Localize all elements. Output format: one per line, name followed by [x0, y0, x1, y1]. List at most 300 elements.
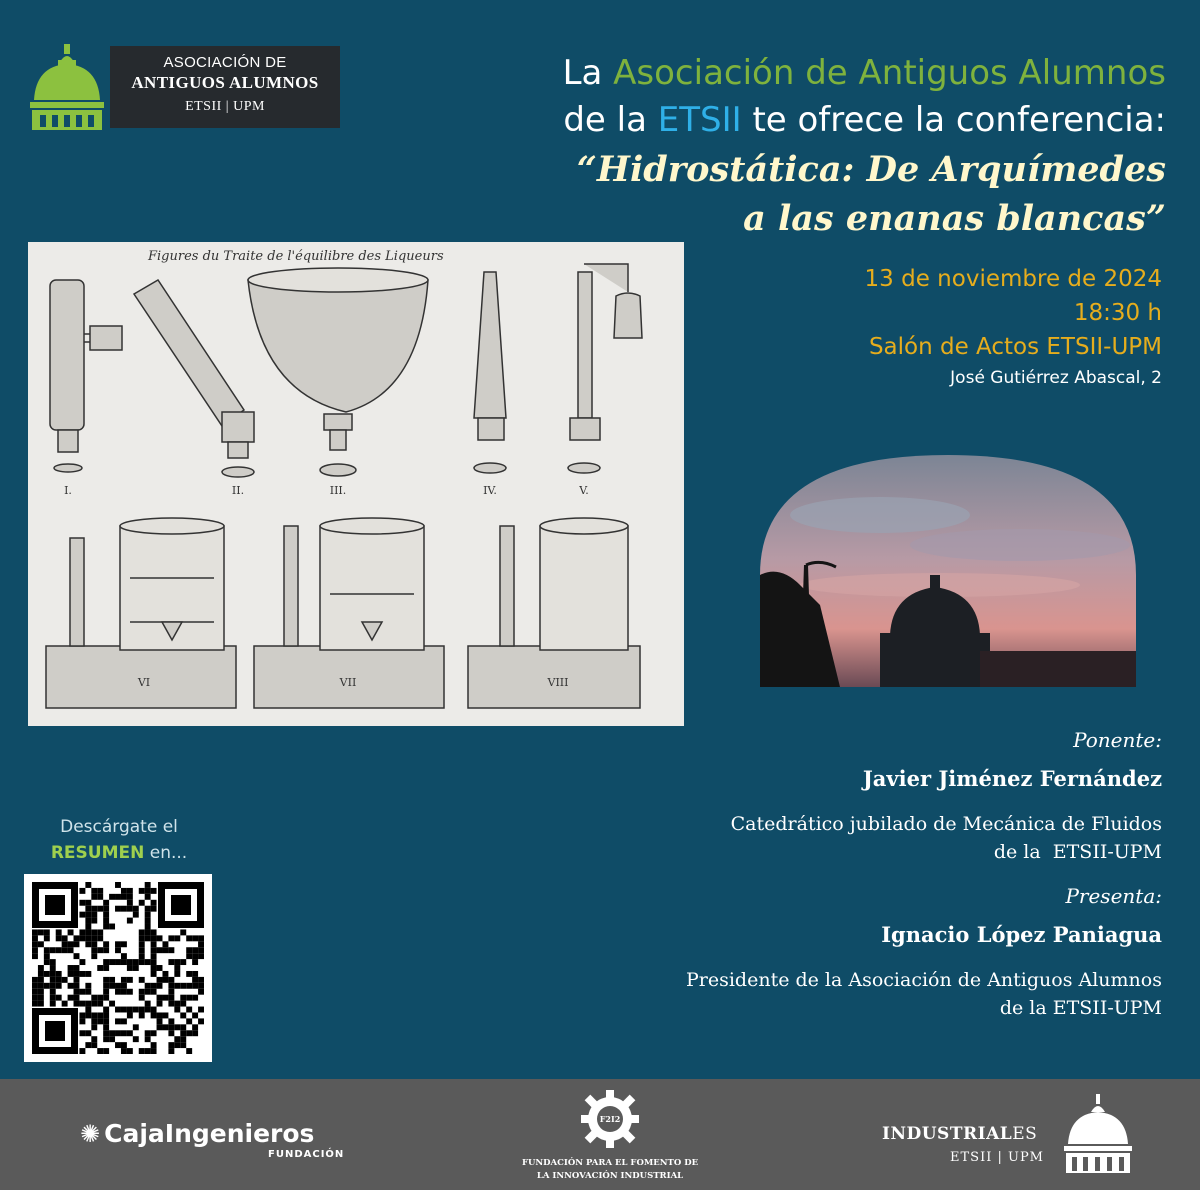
- qr-module: [151, 929, 157, 935]
- qr-module: [85, 983, 91, 989]
- qr-module: [44, 959, 50, 965]
- qr-module: [91, 1036, 97, 1042]
- qr-module: [103, 995, 109, 1001]
- qr-module: [180, 1012, 186, 1018]
- qr-module: [145, 929, 151, 935]
- qr-module: [91, 1024, 97, 1030]
- qr-module: [109, 977, 115, 983]
- qr-module: [85, 882, 91, 888]
- download-line-1: Descárgate el: [60, 817, 178, 837]
- qr-module: [91, 1018, 97, 1024]
- qr-module: [151, 1030, 157, 1036]
- logo-line-1: ASOCIACIÓN DE: [163, 54, 287, 71]
- qr-module: [109, 1001, 115, 1007]
- qr-module: [79, 935, 85, 941]
- qr-module: [157, 995, 163, 1001]
- qr-module: [145, 888, 151, 894]
- qr-module: [103, 1030, 109, 1036]
- qr-module: [115, 941, 121, 947]
- qr-module: [186, 953, 192, 959]
- presenter-description: [522, 966, 1162, 1022]
- qr-module: [168, 989, 174, 995]
- qr-module: [32, 989, 38, 995]
- numeral-i: I.: [64, 484, 72, 497]
- qr-module: [85, 1012, 91, 1018]
- qr-module: [97, 1048, 103, 1054]
- qr-module: [44, 953, 50, 959]
- qr-module: [145, 1030, 151, 1036]
- qr-module: [121, 959, 127, 965]
- qr-module: [103, 906, 109, 912]
- qr-module: [157, 1018, 163, 1024]
- qr-module: [91, 929, 97, 935]
- qr-module: [186, 995, 192, 1001]
- qr-module: [157, 965, 163, 971]
- headline-text: de la: [563, 100, 658, 140]
- qr-module: [32, 995, 38, 1001]
- qr-module: [145, 918, 151, 924]
- qr-module: [127, 894, 133, 900]
- qr-module: [50, 971, 56, 977]
- qr-module: [145, 1048, 151, 1054]
- qr-module: [157, 1012, 163, 1018]
- qr-module: [50, 989, 56, 995]
- qr-module: [192, 1030, 198, 1036]
- qr-module: [103, 912, 109, 918]
- download-line-2: [24, 840, 214, 866]
- qr-module: [151, 1048, 157, 1054]
- qr-module: [91, 935, 97, 941]
- qr-module: [168, 1001, 174, 1007]
- qr-module: [127, 1048, 133, 1054]
- presenter-desc-line-1: Presidente de la Asociación de Antiguos Alumnos: [685, 969, 1162, 991]
- qr-module: [180, 995, 186, 1001]
- qr-module: [115, 894, 121, 900]
- qr-module: [151, 935, 157, 941]
- qr-module: [74, 977, 80, 983]
- qr-module: [85, 900, 91, 906]
- qr-module: [97, 929, 103, 935]
- qr-module: [50, 977, 56, 983]
- qr-module: [127, 965, 133, 971]
- speaker-desc-line-1: Catedrático jubilado de Mecánica de Fluidos: [730, 813, 1162, 835]
- qr-module: [109, 1030, 115, 1036]
- qr-module: [180, 983, 186, 989]
- qr-module: [192, 953, 198, 959]
- qr-module: [168, 977, 174, 983]
- qr-module: [91, 894, 97, 900]
- qr-module: [85, 971, 91, 977]
- qr-module: [38, 929, 44, 935]
- qr-module: [91, 941, 97, 947]
- qr-module: [91, 906, 97, 912]
- sparkle-icon: ✺: [80, 1120, 101, 1148]
- event-address: José Gutiérrez Abascal, 2: [950, 368, 1162, 388]
- qr-module: [56, 977, 62, 983]
- qr-module: [127, 900, 133, 906]
- headline-line-2: [346, 97, 1166, 144]
- qr-module: [151, 941, 157, 947]
- qr-module: [180, 1042, 186, 1048]
- qr-module: [115, 947, 121, 953]
- qr-module: [174, 971, 180, 977]
- qr-module: [85, 906, 91, 912]
- qr-module: [192, 947, 198, 953]
- qr-module: [79, 971, 85, 977]
- qr-module: [127, 959, 133, 965]
- qr-module: [139, 1007, 145, 1013]
- qr-module: [62, 947, 68, 953]
- numeral-ii: II.: [231, 484, 245, 497]
- qr-module: [121, 1007, 127, 1013]
- qr-module: [32, 941, 38, 947]
- qr-module: [85, 929, 91, 935]
- qr-module: [157, 1024, 163, 1030]
- presenter-name: Ignacio López Paniagua: [881, 922, 1162, 947]
- qr-module: [174, 959, 180, 965]
- qr-module: [139, 900, 145, 906]
- qr-module: [139, 929, 145, 935]
- industriales-main: INDUSTRIAL: [882, 1124, 1013, 1144]
- qr-module: [151, 906, 157, 912]
- download-summary-text: [24, 814, 214, 866]
- cajaingenieros-logo: [80, 1120, 344, 1160]
- qr-module: [133, 959, 139, 965]
- qr-module: [44, 929, 50, 935]
- qr-module: [139, 953, 145, 959]
- qr-module: [139, 995, 145, 1001]
- headline-association: Asociación de Antiguos Alumnos: [613, 53, 1166, 93]
- caja-name-text: CajaIngenieros: [104, 1119, 315, 1148]
- qr-module: [62, 977, 68, 983]
- qr-module: [91, 1042, 97, 1048]
- f2i2-logo: [500, 1086, 720, 1186]
- qr-module: [168, 935, 174, 941]
- qr-module: [121, 906, 127, 912]
- qr-module: [192, 971, 198, 977]
- speaker-desc-line-2: de la ETSII-UPM: [993, 841, 1162, 863]
- numeral-vi: VI: [137, 676, 151, 689]
- qr-module: [103, 900, 109, 906]
- qr-module: [97, 906, 103, 912]
- qr-module: [109, 894, 115, 900]
- qr-module: [198, 983, 204, 989]
- qr-module: [198, 947, 204, 953]
- qr-module: [74, 989, 80, 995]
- qr-module: [186, 971, 192, 977]
- f2i2-line-2: LA INNOVACIÓN INDUSTRIAL: [536, 1171, 684, 1181]
- qr-module: [56, 929, 62, 935]
- qr-module: [97, 1001, 103, 1007]
- qr-module: [145, 1036, 151, 1042]
- qr-module: [97, 1012, 103, 1018]
- download-rest: en...: [144, 843, 188, 863]
- qr-module: [91, 953, 97, 959]
- qr-module: [79, 1048, 85, 1054]
- qr-code[interactable]: [24, 874, 212, 1062]
- qr-module: [133, 965, 139, 971]
- qr-module: [91, 912, 97, 918]
- qr-module: [38, 941, 44, 947]
- industriales-title: [882, 1124, 1037, 1144]
- qr-module: [133, 1024, 139, 1030]
- qr-module: [97, 947, 103, 953]
- qr-module: [109, 959, 115, 965]
- industriales-es: ES: [1012, 1124, 1038, 1144]
- qr-module: [198, 953, 204, 959]
- qr-module: [186, 1048, 192, 1054]
- qr-module: [192, 983, 198, 989]
- qr-module: [79, 888, 85, 894]
- qr-module: [186, 1030, 192, 1036]
- qr-module: [151, 965, 157, 971]
- qr-module: [145, 1007, 151, 1013]
- caja-sub: FUNDACIÓN: [268, 1149, 345, 1160]
- qr-module: [91, 995, 97, 1001]
- qr-module: [174, 1001, 180, 1007]
- qr-module: [151, 1012, 157, 1018]
- qr-module: [68, 983, 74, 989]
- caja-name: [80, 1120, 344, 1148]
- qr-module: [103, 959, 109, 965]
- qr-module: [198, 989, 204, 995]
- qr-module: [85, 924, 91, 930]
- qr-module: [56, 947, 62, 953]
- qr-module: [62, 1001, 68, 1007]
- qr-module: [180, 1024, 186, 1030]
- qr-module: [180, 929, 186, 935]
- qr-module: [139, 1012, 145, 1018]
- qr-module: [97, 995, 103, 1001]
- qr-module: [68, 941, 74, 947]
- qr-module: [103, 965, 109, 971]
- qr-module: [56, 935, 62, 941]
- qr-module: [180, 1001, 186, 1007]
- qr-module: [145, 906, 151, 912]
- qr-module: [192, 995, 198, 1001]
- qr-module: [103, 1024, 109, 1030]
- event-date: 13 de noviembre de 2024: [864, 266, 1162, 292]
- qr-module: [85, 1007, 91, 1013]
- qr-module: [168, 995, 174, 1001]
- qr-module: [74, 971, 80, 977]
- logo-line-2: ANTIGUOS ALUMNOS: [131, 73, 319, 92]
- qr-module: [74, 941, 80, 947]
- qr-module: [79, 1012, 85, 1018]
- qr-module: [109, 983, 115, 989]
- qr-module: [85, 989, 91, 995]
- qr-module: [85, 1030, 91, 1036]
- qr-module: [103, 1048, 109, 1054]
- qr-module: [157, 935, 163, 941]
- qr-module: [145, 959, 151, 965]
- qr-module: [168, 1024, 174, 1030]
- qr-module: [151, 947, 157, 953]
- qr-module: [151, 1007, 157, 1013]
- qr-module: [32, 953, 38, 959]
- title-line-1: “Hidrostática: De Arquímedes: [576, 149, 1166, 190]
- qr-module: [157, 983, 163, 989]
- qr-module: [127, 906, 133, 912]
- qr-module: [162, 1012, 168, 1018]
- qr-module: [74, 983, 80, 989]
- qr-module: [121, 989, 127, 995]
- qr-module: [32, 935, 38, 941]
- speaker-name: Javier Jiménez Fernández: [862, 766, 1162, 791]
- qr-module: [103, 1007, 109, 1013]
- qr-module: [97, 894, 103, 900]
- qr-module: [115, 1030, 121, 1036]
- qr-module: [62, 935, 68, 941]
- qr-module: [74, 995, 80, 1001]
- qr-module: [50, 995, 56, 1001]
- qr-module: [174, 1007, 180, 1013]
- qr-module: [192, 977, 198, 983]
- qr-module: [168, 1030, 174, 1036]
- qr-module: [121, 1018, 127, 1024]
- qr-module: [109, 1036, 115, 1042]
- qr-module: [186, 1007, 192, 1013]
- qr-module: [192, 935, 198, 941]
- qr-module: [79, 1018, 85, 1024]
- qr-module: [79, 912, 85, 918]
- qr-module: [198, 977, 204, 983]
- qr-module: [32, 977, 38, 983]
- qr-module: [139, 977, 145, 983]
- qr-module: [151, 971, 157, 977]
- qr-module: [168, 947, 174, 953]
- qr-module: [38, 1001, 44, 1007]
- qr-module: [115, 882, 121, 888]
- qr-module: [121, 953, 127, 959]
- f2i2-line-1: FUNDACIÓN PARA EL FOMENTO DE: [521, 1158, 699, 1168]
- qr-module: [127, 1012, 133, 1018]
- qr-module: [151, 983, 157, 989]
- qr-module: [91, 1012, 97, 1018]
- qr-module: [121, 1048, 127, 1054]
- qr-module: [50, 965, 56, 971]
- qr-module: [133, 1036, 139, 1042]
- qr-module: [68, 965, 74, 971]
- event-time: 18:30 h: [1073, 300, 1162, 326]
- association-logo: [110, 46, 340, 128]
- qr-module: [121, 1030, 127, 1036]
- qr-module: [85, 941, 91, 947]
- qr-module: [68, 971, 74, 977]
- qr-module: [44, 935, 50, 941]
- qr-module: [50, 947, 56, 953]
- qr-module: [32, 983, 38, 989]
- qr-module: [198, 1018, 204, 1024]
- qr-module: [103, 977, 109, 983]
- qr-module: [174, 1042, 180, 1048]
- qr-module: [38, 995, 44, 1001]
- qr-module: [38, 965, 44, 971]
- qr-module: [151, 953, 157, 959]
- qr-module: [56, 983, 62, 989]
- qr-module: [180, 1030, 186, 1036]
- qr-module: [68, 947, 74, 953]
- qr-module: [145, 912, 151, 918]
- qr-module: [79, 900, 85, 906]
- numeral-viii: VIII: [547, 676, 569, 689]
- qr-module: [127, 989, 133, 995]
- qr-module: [192, 1012, 198, 1018]
- qr-module: [38, 977, 44, 983]
- qr-module: [85, 1001, 91, 1007]
- qr-module: [74, 1001, 80, 1007]
- qr-module: [121, 941, 127, 947]
- qr-module: [151, 989, 157, 995]
- qr-module: [115, 1007, 121, 1013]
- qr-module: [50, 983, 56, 989]
- qr-module: [103, 1018, 109, 1024]
- numeral-iii: III.: [329, 484, 347, 497]
- qr-module: [74, 965, 80, 971]
- qr-module: [50, 959, 56, 965]
- qr-module: [115, 989, 121, 995]
- headline-line-1: [346, 50, 1166, 97]
- qr-module: [145, 924, 151, 930]
- numeral-v: V.: [579, 484, 589, 497]
- qr-module: [186, 983, 192, 989]
- qr-module: [91, 888, 97, 894]
- qr-module: [174, 1036, 180, 1042]
- qr-module: [91, 1001, 97, 1007]
- qr-module: [180, 959, 186, 965]
- qr-module: [157, 947, 163, 953]
- qr-module: [121, 983, 127, 989]
- qr-module: [44, 947, 50, 953]
- qr-module: [192, 1024, 198, 1030]
- f2i2-badge: F2I2: [599, 1114, 621, 1124]
- qr-module: [139, 989, 145, 995]
- qr-module: [103, 947, 109, 953]
- qr-module: [91, 947, 97, 953]
- qr-module: [32, 947, 38, 953]
- qr-module: [133, 1007, 139, 1013]
- qr-module: [121, 977, 127, 983]
- qr-module: [139, 1048, 145, 1054]
- title-line-2: a las enanas blancas”: [743, 198, 1166, 239]
- qr-module: [97, 935, 103, 941]
- dome-logo-icon: [28, 44, 106, 130]
- qr-module: [186, 947, 192, 953]
- qr-module: [174, 1024, 180, 1030]
- qr-module: [145, 894, 151, 900]
- qr-module: [133, 912, 139, 918]
- qr-module: [115, 983, 121, 989]
- qr-module: [121, 888, 127, 894]
- qr-module: [139, 959, 145, 965]
- qr-module: [38, 983, 44, 989]
- presenter-desc-line-2: de la ETSII-UPM: [999, 997, 1162, 1019]
- qr-module: [168, 1018, 174, 1024]
- qr-module: [168, 1048, 174, 1054]
- qr-module: [186, 935, 192, 941]
- qr-module: [103, 989, 109, 995]
- numeral-iv: IV.: [483, 484, 497, 497]
- qr-module: [103, 918, 109, 924]
- speaker-description: [522, 810, 1162, 866]
- qr-module: [79, 1001, 85, 1007]
- qr-module: [103, 983, 109, 989]
- qr-module: [79, 929, 85, 935]
- qr-module: [74, 935, 80, 941]
- qr-module: [97, 1018, 103, 1024]
- hydrostatics-engraving: [28, 242, 684, 726]
- qr-module: [145, 882, 151, 888]
